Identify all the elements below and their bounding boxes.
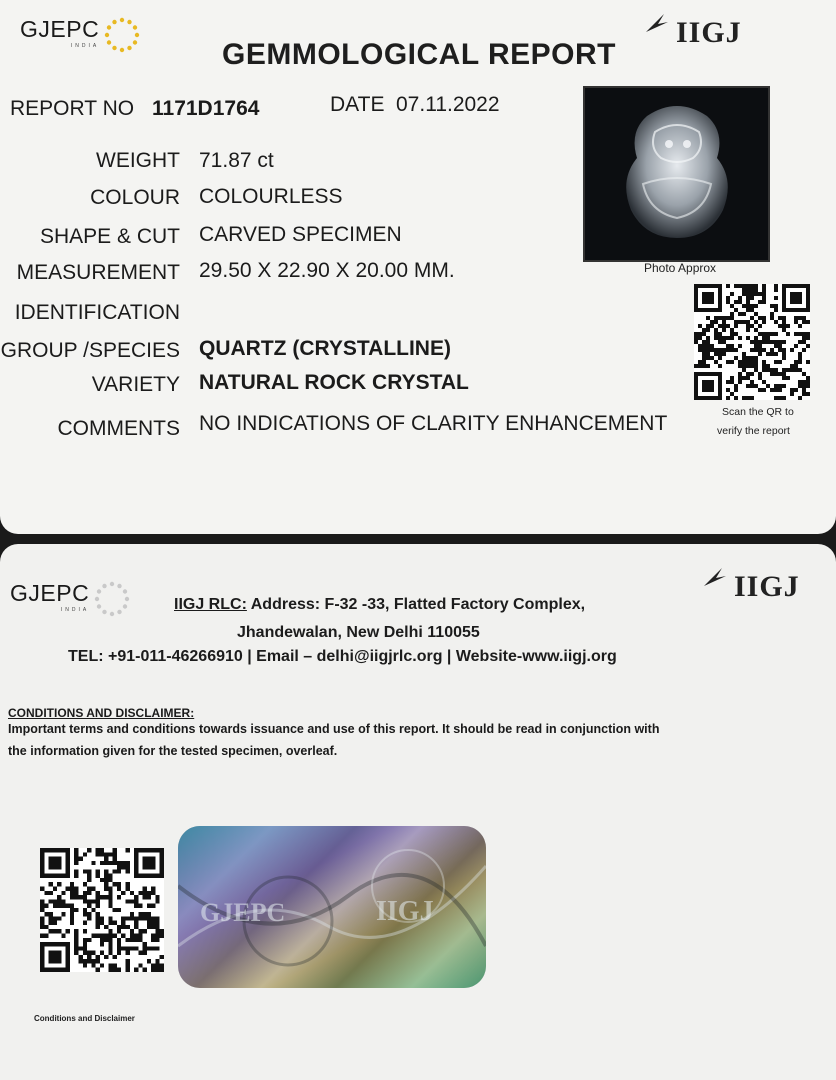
specimen-photo <box>583 86 770 262</box>
conditions-heading: CONDITIONS AND DISCLAIMER: <box>8 706 195 720</box>
star-dot <box>102 610 106 614</box>
back-gjepc-logo-sub: INDIA <box>60 607 90 613</box>
date-value: 07.11.2022 <box>396 93 500 116</box>
disclaimer-qr-code-icon[interactable] <box>40 848 164 972</box>
measurement-value: 29.50 X 22.90 X 20.00 MM. <box>199 259 455 282</box>
conditions-line2: the information given for the tested specimen, overleaf. <box>8 744 338 758</box>
star-dot <box>133 40 137 44</box>
variety-value: NATURAL ROCK CRYSTAL <box>199 371 469 394</box>
report-no-value: 1171D1764 <box>152 97 260 120</box>
star-dot <box>133 25 137 29</box>
star-dot <box>110 582 114 586</box>
star-dot <box>135 33 139 37</box>
qr-caption-line2: verify the report <box>717 425 790 437</box>
star-dot <box>97 604 101 608</box>
shape-cut-label: SHAPE & CUT <box>39 225 180 248</box>
address-line2: Jhandewalan, New Delhi 110055 <box>237 624 480 641</box>
back-iigj-arrow-icon <box>702 564 728 590</box>
address-label: IIGJ RLC: <box>174 596 247 613</box>
star-dot <box>120 48 124 52</box>
report-front-card <box>0 0 836 534</box>
colour-label: COLOUR <box>90 186 180 209</box>
colour-value: COLOURLESS <box>199 185 343 208</box>
group-species-label: GROUP /SPECIES <box>0 339 180 362</box>
star-dot <box>125 597 129 601</box>
measurement-label: MEASUREMENT <box>16 261 180 284</box>
conditions-body <box>8 718 828 762</box>
star-dot <box>123 589 127 593</box>
iigj-logo <box>644 10 742 48</box>
gjepc-star-ring-icon <box>101 14 143 56</box>
star-dot <box>123 604 127 608</box>
back-gjepc-logo <box>10 582 133 620</box>
gjepc-logo-text: GJEPC <box>20 16 100 42</box>
star-dot <box>127 46 131 50</box>
hologram-gjepc-text: GJEPC <box>200 898 286 927</box>
gjepc-logo-sub: INDIA <box>70 43 100 49</box>
star-dot <box>105 33 109 37</box>
shape-cut-value: CARVED SPECIMEN <box>199 223 402 246</box>
report-title: GEMMOLOGICAL REPORT <box>222 38 616 71</box>
variety-label: VARIETY <box>91 373 180 396</box>
report-no-label: REPORT NO <box>10 97 135 120</box>
star-dot <box>127 20 131 24</box>
identification-label: IDENTIFICATION <box>14 301 180 324</box>
comments-label: COMMENTS <box>57 417 180 440</box>
comments-value: NO INDICATIONS OF CLARITY ENHANCEMENT <box>199 412 668 435</box>
star-dot <box>117 610 121 614</box>
group-species-value: QUARTZ (CRYSTALLINE) <box>199 337 451 360</box>
star-dot <box>102 584 106 588</box>
report-qr-code-icon[interactable] <box>694 284 810 400</box>
star-dot <box>107 40 111 44</box>
weight-value: 71.87 ct <box>199 149 274 172</box>
back-iigj-logo <box>702 564 800 602</box>
star-dot <box>112 20 116 24</box>
conditions-line1: Important terms and conditions towards issuance and use of this report. It should be read in conjunction with <box>8 722 660 736</box>
address-line1: Address: F-32 -33, Flatted Factory Complex, <box>250 596 586 613</box>
security-hologram <box>178 826 486 988</box>
star-dot <box>120 18 124 22</box>
gjepc-logo <box>20 18 143 56</box>
star-dot <box>107 25 111 29</box>
star-dot <box>95 597 99 601</box>
back-gjepc-logo-text: GJEPC <box>10 580 90 606</box>
photo-caption: Photo Approx <box>644 261 717 275</box>
back-iigj-logo-text: IIGJ <box>734 570 800 603</box>
date-label: DATE <box>330 93 385 116</box>
hologram-iigj-text: IIGJ <box>376 896 434 927</box>
contact-line: TEL: +91-011-46266910 | Email – delhi@iigjrlc.org | Website-www.iigj.org <box>68 648 617 665</box>
star-dot <box>117 584 121 588</box>
weight-label: WEIGHT <box>96 149 180 172</box>
star-dot <box>110 612 114 616</box>
back-gjepc-star-ring-icon <box>91 578 133 620</box>
report-back-card <box>0 544 836 1080</box>
carved-crystal-image <box>585 88 768 260</box>
iigj-arrow-icon <box>644 10 670 36</box>
address-line1-row <box>174 596 585 614</box>
disclaimer-qr-caption: Conditions and Disclaimer <box>34 1014 135 1023</box>
iigj-logo-text: IIGJ <box>676 16 742 49</box>
qr-caption-line1: Scan the QR to <box>722 406 794 418</box>
star-dot <box>112 46 116 50</box>
star-dot <box>97 589 101 593</box>
